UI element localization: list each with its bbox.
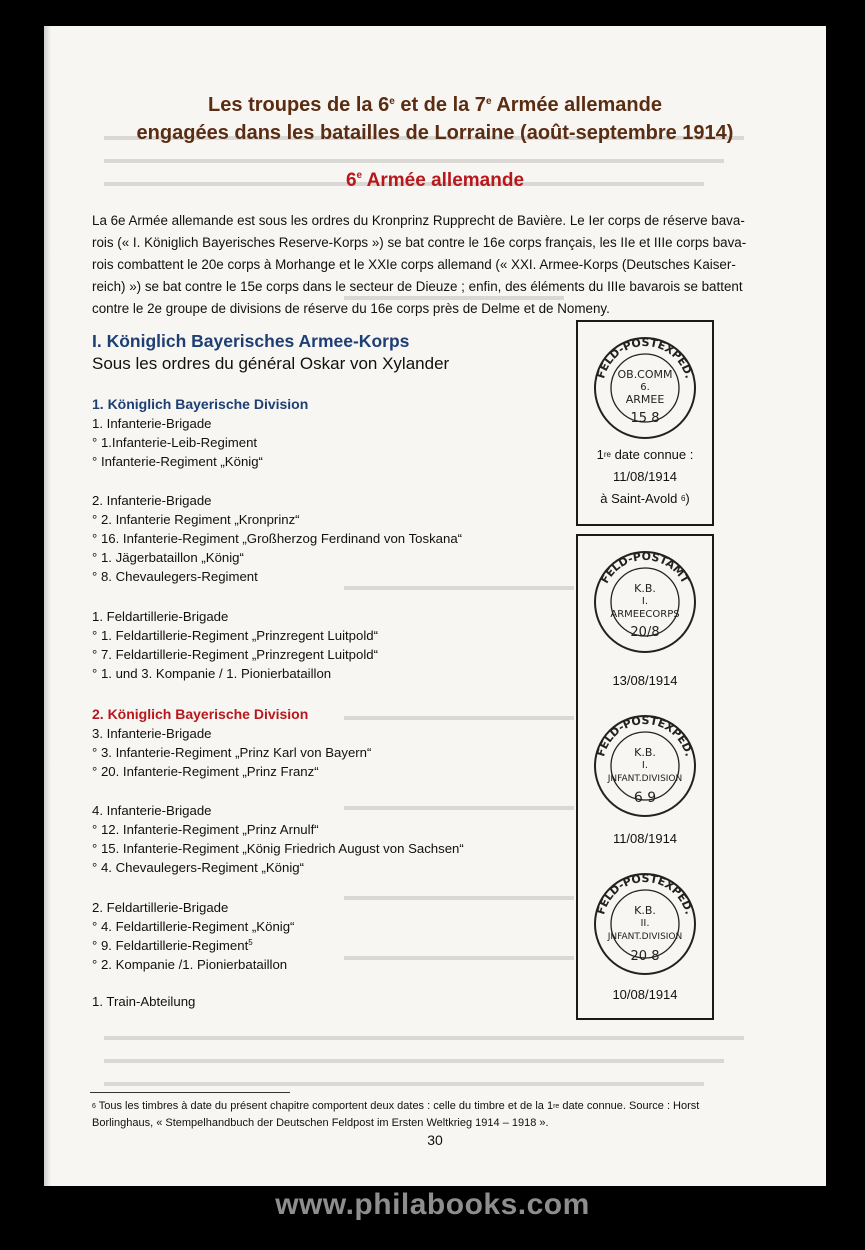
postmark-date: 20/8 [630, 625, 660, 640]
postmark-line-3: JNFANT.DIVISION [607, 932, 683, 942]
division-2-heading: 2. Königlich Bayerische Division [92, 706, 309, 722]
intro-line: rois (« I. Königlich Bayerisches Reserve-Korps ») se bat contre le 16e corps français, les IIe et IIIe corps bava- [92, 235, 747, 250]
corps-commander: Sous les ordres du général Oskar von Xylander [92, 354, 450, 373]
unit-line: ° 12. Infanterie-Regiment „Prinz Arnulf“ [92, 822, 319, 837]
intro-line: reich) ») se bat contre le 15e corps dans le secteur de Dieuze ; enfin, des éléments du IIIe bavarois se battent [92, 279, 743, 294]
unit-line: ° 1. Jägerbataillon „König“ [92, 550, 244, 565]
postmark-date: 6 9 [633, 790, 657, 806]
footnote-divider [90, 1092, 290, 1093]
postmark-line-2: II. [640, 918, 650, 929]
postmark-line-2: I. [641, 760, 649, 771]
intro-line: rois combattent le 20e corps à Morhange et le XXIe corps allemand (« XXI. Armee-Korps (Deutsches Kaiser- [92, 257, 736, 272]
stamp-2-caption: 13/08/1914 [612, 673, 678, 688]
unit-line: 1. Train-Abteilung [92, 994, 196, 1009]
stamp-3-caption: 11/08/1914 [612, 831, 678, 846]
postmark-line-3: JNFANT.DIVISION [607, 774, 683, 784]
postmark-arc-text: FELD-POSTAMT [598, 549, 692, 586]
postmark-arc-text: FELD-POSTEXPED. [594, 871, 696, 916]
postmark-date: 20 8 [630, 949, 660, 964]
postmark-line-1: K.B. [634, 746, 656, 759]
postmark-1 [578, 326, 712, 442]
unit-line: ° 1. und 3. Kompanie / 1. Pionierbataillon [92, 666, 332, 681]
stamp-box-1 [576, 320, 714, 526]
intro-paragraph [92, 210, 777, 320]
postmark-line-1: K.B. [634, 582, 656, 595]
unit-line: ° 4. Chevaulegers-Regiment „König“ [92, 860, 304, 875]
page-title-line-2: engagées dans les batailles de Lorraine (août-septembre 1914) [136, 122, 734, 144]
postmark-line-2: I. [641, 596, 649, 607]
unit-line: 4. Infanterie-Brigade [92, 803, 212, 818]
postmark-4 [578, 862, 712, 978]
corps-heading: I. Königlich Bayerisches Armee-Korps [92, 331, 410, 351]
postmark-3 [578, 704, 712, 820]
unit-line: ° 1.Infanterie-Leib-Regiment [92, 435, 258, 450]
page-title-line-1: Les troupes de la 6e et de la 7e Armée allemande [208, 94, 662, 116]
footnote-line: Borlinghaus, « Stempelhandbuch der Deutschen Feldpost im Ersten Weltkrieg 1914 – 1918 ». [92, 1117, 549, 1129]
unit-line: ° Infanterie-Regiment „König“ [92, 454, 263, 469]
site-watermark: www.philabooks.com [275, 1188, 590, 1221]
unit-line: ° 16. Infanterie-Regiment „Großherzog Ferdinand von Toskana“ [92, 531, 463, 546]
unit-line: 1. Infanterie-Brigade [92, 416, 212, 431]
postmark-line-1: K.B. [634, 904, 656, 917]
document-page [44, 26, 826, 1186]
unit-line: ° 9. Feldartillerie-Regiment$^5$ [92, 938, 253, 953]
division-1-heading: 1. Königlich Bayerische Division [92, 396, 309, 412]
stamp-caption-line: 11/08/1914 [612, 469, 678, 484]
intro-line: La 6e Armée allemande est sous les ordres du Kronprinz Rupprecht de Bavière. Le Ier corps de réserve bava- [92, 213, 745, 228]
postmark-line-1: OB.COMM [617, 368, 673, 381]
unit-line: ° 15. Infanterie-Regiment „König Friedrich August von Sachsen“ [92, 841, 464, 856]
unit-line: ° 7. Feldartillerie-Regiment „Prinzregent Luitpold“ [92, 647, 378, 662]
stamp-4-caption: 10/08/1914 [612, 987, 678, 1002]
stamp-1-caption [578, 444, 712, 510]
unit-line: ° 20. Infanterie-Regiment „Prinz Franz“ [92, 764, 319, 779]
postmark-date: 15 8 [630, 411, 660, 426]
unit-line: ° 4. Feldartillerie-Regiment „König“ [92, 919, 295, 934]
unit-line: ° 1. Feldartillerie-Regiment „Prinzregent Luitpold“ [92, 628, 378, 643]
postmark-arc-text: FELD-POSTEXPED. [594, 335, 696, 380]
unit-line: ° 3. Infanterie-Regiment „Prinz Karl von Bayern“ [92, 745, 372, 760]
postmark-2 [578, 540, 712, 656]
page-number: 30 [427, 1132, 443, 1148]
unit-line: ° 8. Chevaulegers-Regiment [92, 569, 258, 584]
stamp-caption-line: à Saint-Avold $^6$) [600, 491, 690, 506]
stamp-caption-line: 1re date connue : [596, 447, 694, 462]
postmark-line-3: ARMEE [625, 393, 665, 406]
stamp-box-2 [576, 534, 714, 1020]
footnote [92, 1098, 792, 1132]
postmark-line-3: ARMEECORPS [610, 609, 680, 620]
postmark-line-2: 6. [640, 382, 650, 393]
unit-line: 1. Feldartillerie-Brigade [92, 609, 229, 624]
postmark-arc-text: FELD-POSTEXPED. [594, 713, 696, 758]
footnote-line: $^6$ Tous les timbres à date du présent chapitre comportent deux dates : celle du timbre et de la 1re date connue. Source : Horst [92, 1100, 700, 1112]
intro-line: contre le 2e groupe de divisions de réserve du 16e corps près de Delme et de Nomeny. [92, 301, 610, 316]
unit-line: ° 2. Infanterie Regiment „Kronprinz“ [92, 512, 300, 527]
section-title: 6e Armée allemande [345, 170, 525, 191]
unit-line: 3. Infanterie-Brigade [92, 726, 212, 741]
unit-line: 2. Feldartillerie-Brigade [92, 900, 229, 915]
unit-line: ° 2. Kompanie /1. Pionierbataillon [92, 957, 288, 972]
unit-line: 2. Infanterie-Brigade [92, 493, 212, 508]
